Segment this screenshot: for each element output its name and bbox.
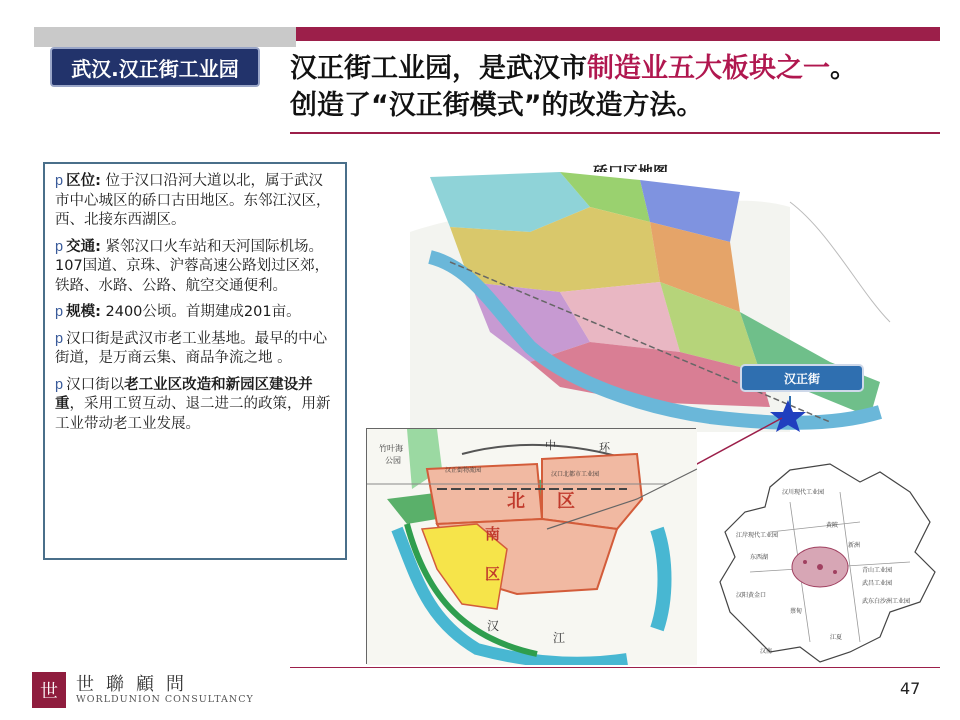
inset-label-north: 北 [507,491,525,512]
headline-highlight: 制造业五大板块之一 [587,53,830,84]
info-text: 位于汉口沿河大道以北，属于武汉市中心城区的硚口古田地区。东邻江汉区，西、北接东西湖区。 [55,173,331,228]
city-label: 青山工业园 [862,567,893,574]
inset-label-south-qu: 区 [485,565,501,583]
info-strong: 老工业区改造和新园区建设并重 [55,376,313,412]
company-logo [32,670,272,712]
info-text: 汉口街是武汉市老工业基地。最早的中心街道，是万商云集、商品争流之地 。 [55,330,328,366]
logo-name-en: WORLDUNION CONSULTANCY [76,694,254,705]
logo-name-cn: 世聯顧問 [76,674,196,695]
info-item-strategy [55,376,335,435]
header-bar-gray [34,27,296,47]
inset-label-park-right: 汉口北都市工业园 [551,471,600,478]
city-label: 武昌工业园 [862,580,893,587]
info-text: ，采用工贸互动、退二进二的政策，用新工业带动老工业发展。 [55,396,331,432]
info-text: 紧邻汉口火车站和天河国际机场。107国道、京珠、沪蓉高速公路划过区郊，铁路、水路、公路、航空交通便利。 [55,238,330,294]
headline-text: 汉正街工业园，是武汉市 [290,53,587,84]
headline-punct: 。 [830,53,857,84]
city-label: 汉川现代工业园 [782,489,825,496]
city-label: 江夏 [830,634,843,641]
headline-line-1 [290,50,950,87]
info-text: 汉口街以 [66,376,125,393]
city-label: 黄陂 [826,522,839,529]
inset-label-zhuzihai: 竹叶海 [379,444,403,453]
city-label: 新洲 [848,542,861,549]
bullet-icon: p [55,238,64,255]
park-plan-map [366,428,696,664]
inset-label-park-left: 汉正街物流园 [445,467,482,474]
info-item-history [55,330,335,369]
inset-label-south: 南 [485,525,501,543]
city-label: 汉南 [760,648,773,655]
header-divider [290,132,940,134]
district-map [410,172,900,434]
bullet-icon: p [55,173,64,189]
info-item-location [55,172,335,231]
city-label: 蔡甸 [790,608,803,615]
wuhan-city-map [710,462,945,667]
city-label: 东西湖 [750,554,769,561]
inset-label-zhong: 中 [545,439,556,452]
park-plan-graphic [367,429,697,665]
footer-divider [290,667,940,668]
hanzhengjie-label-text: 汉正街 [783,371,820,386]
page-headline [290,50,950,124]
city-label: 武东白沙洲工业园 [862,598,911,605]
info-item-traffic [55,238,335,297]
headline-line-2: 创造了“汉正街模式”的改造方法。 [290,90,704,121]
info-label: 规模: [66,304,101,320]
info-text: 2400公顷。首期建成201亩。 [100,304,301,320]
bullet-icon: p [55,376,64,393]
info-panel [43,162,347,560]
info-label: 区位: [66,173,101,189]
city-label: 汉阳黄金口 [736,592,767,599]
hanzhengjie-label [740,364,864,392]
logo-mark-icon: 世 [32,672,66,708]
inset-label-jiang: 江 [553,631,566,645]
inset-label-park: 公园 [385,456,401,465]
inset-label-huan: 环 [599,441,610,454]
section-tag [50,47,260,87]
inset-label-han: 汉 [487,619,500,633]
header-bar-accent [296,27,940,41]
bullet-icon: p [55,330,64,347]
bullet-icon: p [55,304,64,320]
info-label: 交通: [66,238,101,255]
city-label: 江岸现代工业园 [736,532,779,539]
section-tag-label: 武汉.汉正街工业园 [71,56,239,81]
inset-label-north-qu: 区 [557,491,575,512]
page-number: 47 [900,679,921,698]
info-item-scale [55,303,335,323]
